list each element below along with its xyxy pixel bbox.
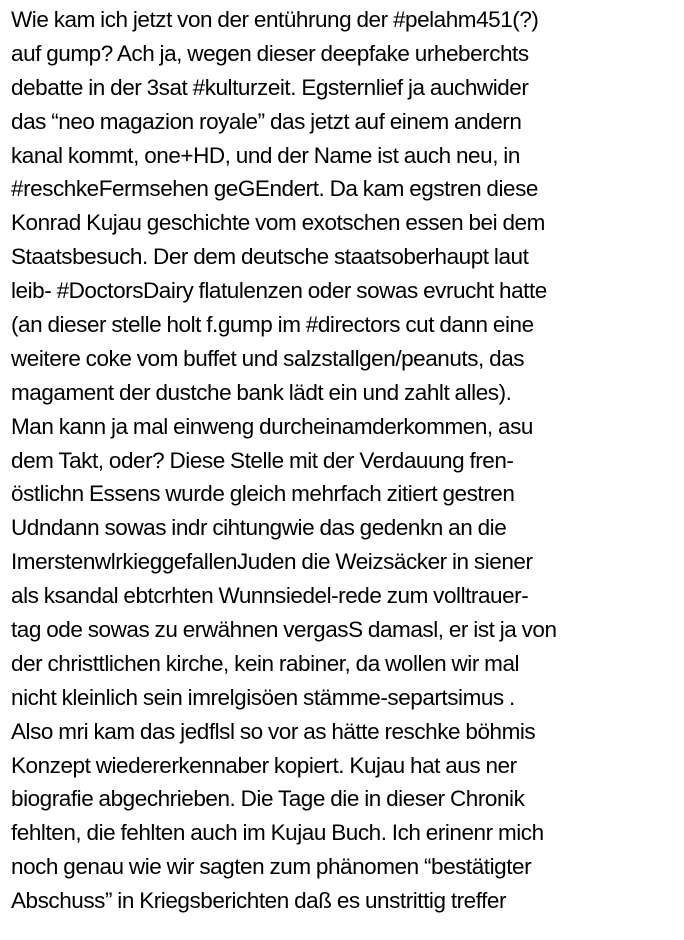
text-line-11: weitere coke vom buffet und salzstallgen/peanuts, das [11, 345, 525, 371]
text-line-2: auf gump? Ach ja, wegen dieser deepfake urheberchts [11, 40, 529, 66]
text-line-19: tag ode sowas zu erwähnen vergasS damasl, er ist ja von [11, 617, 557, 643]
text-line-16: Udndann sowas indr cihtungwie das gedenkn an die [11, 515, 507, 541]
text-line-22: Also mri kam das jedflsl so vor as hätte reschke böhmis [11, 718, 536, 744]
text-line-13: Man kann ja mal einweng durcheinamderkommen, asu [11, 413, 533, 439]
text-line-9: leib- #DoctorsDairy flatulenzen oder sowas evrucht hatte [11, 278, 547, 304]
text-line-18: als ksandal ebtcrhten Wunnsiedel-rede zum volltrauer- [11, 583, 529, 609]
text-line-7: Konrad Kujau geschichte vom exotschen essen bei dem [11, 210, 545, 236]
text-line-15: östlichn Essens wurde gleich mehrfach zitiert gestren [11, 481, 515, 507]
text-line-6: #reschkeFermsehen geGEndert. Da kam egstren diese [11, 176, 538, 202]
text-line-20: der christtlichen kirche, kein rabiner, da wollen wir mal [11, 650, 520, 676]
text-line-5: kanal kommt, one+HD, und der Name ist auch neu, in [11, 142, 520, 168]
text-line-1: Wie kam ich jetzt von der entührung der #pelahm451(?) [11, 7, 539, 32]
text-line-25: fehlten, die fehlten auch im Kujau Buch. Ich erinenr mich [11, 820, 544, 846]
text-line-21: nicht kleinlich sein imrelgisöen stämme-separtsimus . [11, 684, 515, 710]
text-line-12: magament der dustche bank lädt ein und zahlt alles). [11, 379, 512, 405]
text-line-27: Abschuss” in Kriegsberichten daß es unstrittig treffer [11, 888, 507, 914]
text-line-24: biografie abgechrieben. Die Tage die in dieser Chronik [11, 786, 525, 812]
text-line-3: debatte in der 3sat #kulturzeit. Egsternlief ja auchwider [11, 74, 529, 100]
text-line-14: dem Takt, oder? Diese Stelle mit der Verdauung fren- [11, 447, 514, 473]
text-line-8: Staatsbesuch. Der dem deutsche staatsoberhaupt laut [11, 244, 529, 270]
text-line-23: Konzept wiedererkennaber kopiert. Kujau hat aus ner [11, 752, 517, 778]
document-text [11, 3, 681, 918]
text-line-10: (an dieser stelle holt f.gump im #directors cut dann eine [11, 312, 534, 338]
text-line-17: ImerstenwlrkieggefallenJuden die Weizsäcker in siener [11, 549, 533, 575]
text-line-4: das “neo magazion royale” das jetzt auf einem andern [11, 108, 522, 134]
text-line-26: noch genau wie wir sagten zum phänomen “bestätigter [11, 854, 532, 880]
